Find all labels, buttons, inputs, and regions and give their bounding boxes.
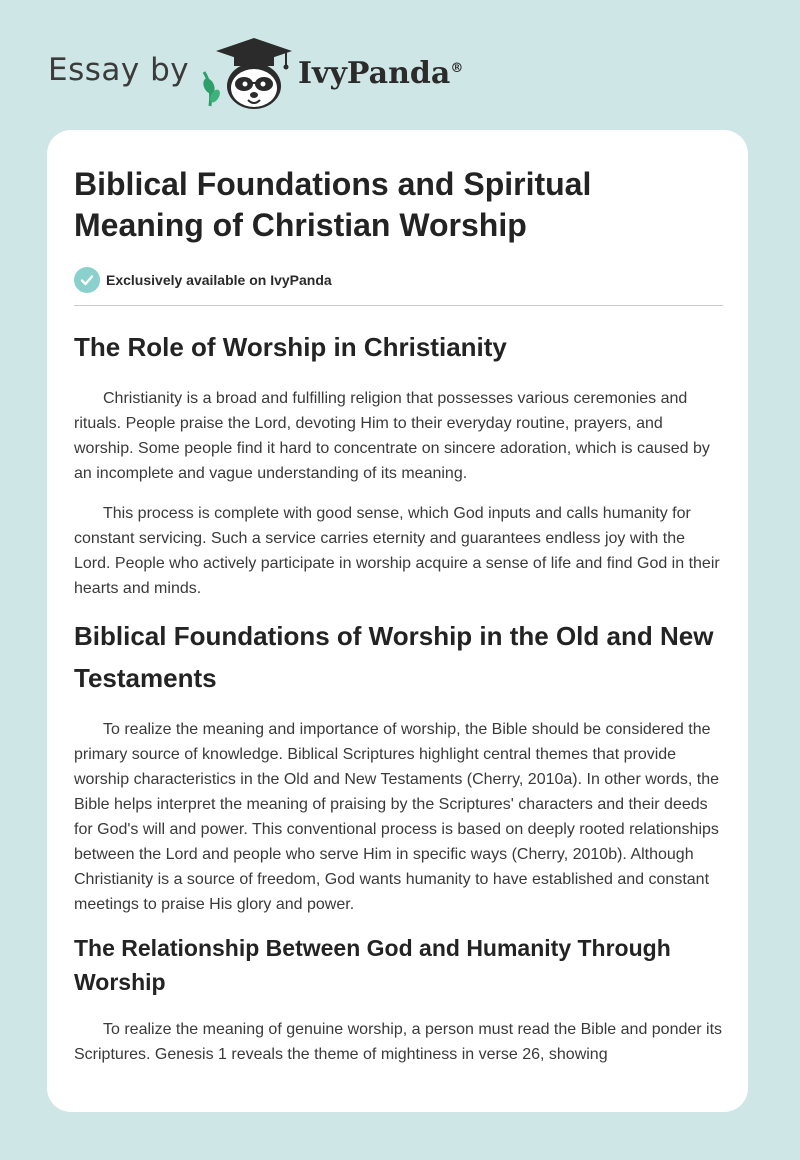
- brand-name-text: IvyPanda: [298, 56, 451, 91]
- paragraph: To realize the meaning and importance of worship, the Bible should be considered the primary source of knowledge. Biblical Scriptures highlight central themes that provide worship characteristics in the Old and New Testaments (Cherry, 2010a). In other words, the Bible helps interpret the meaning of praising by the Scriptures' characters and their deeds for God's will and power. This conventional process is based on deeply rooted relationships between the Lord and people who serve Him in specific ways (Cherry, 2010b). Although Christianity is a source of freedom, God wants humanity to have established and constant meetings to praise His glory and power.: [74, 721, 720, 913]
- essay-content: [74, 164, 723, 1067]
- check-circle-icon: [74, 267, 100, 293]
- paragraph: To realize the meaning of genuine worship, a person must read the Bible and ponder its Scriptures. Genesis 1 reveals the theme of mightiness in verse 26, showing: [74, 1021, 723, 1063]
- exclusive-label: Exclusively available on IvyPanda: [106, 272, 332, 288]
- section-heading: Biblical Foundations of Worship in the Old and New Testaments: [74, 621, 714, 693]
- essay-by-label: Essay by: [48, 52, 190, 88]
- essay-card: [47, 130, 748, 1112]
- ivypanda-brand-name[interactable]: [298, 56, 463, 91]
- paragraph: Christianity is a broad and fulfilling religion that possesses various ceremonies and rituals. People praise the Lord, devoting Him to their everyday routine, prayers, and worship. Some people find it hard to concentrate on sincere adoration, which is caused by an incomplete and vague understanding of its meaning.: [74, 390, 710, 482]
- subsection-heading: The Relationship Between God and Humanity Through Worship: [74, 935, 671, 995]
- paragraph: This process is complete with good sense, which God inputs and calls humanity for constant servicing. Such a service carries eternity and guarantees endless joy with the Lord. People who actively participate in worship acquire a sense of life and find God in their hearts and minds.: [74, 505, 720, 597]
- essay-title: Biblical Foundations and Spiritual Meaning of Christian Worship: [74, 166, 592, 243]
- registered-mark: ®: [450, 61, 464, 76]
- title-divider: [74, 305, 723, 306]
- section-heading: The Role of Worship in Christianity: [74, 332, 507, 362]
- exclusive-notice: [74, 267, 723, 293]
- site-header: [48, 36, 488, 112]
- panda-graduate-logo-icon[interactable]: [200, 36, 296, 112]
